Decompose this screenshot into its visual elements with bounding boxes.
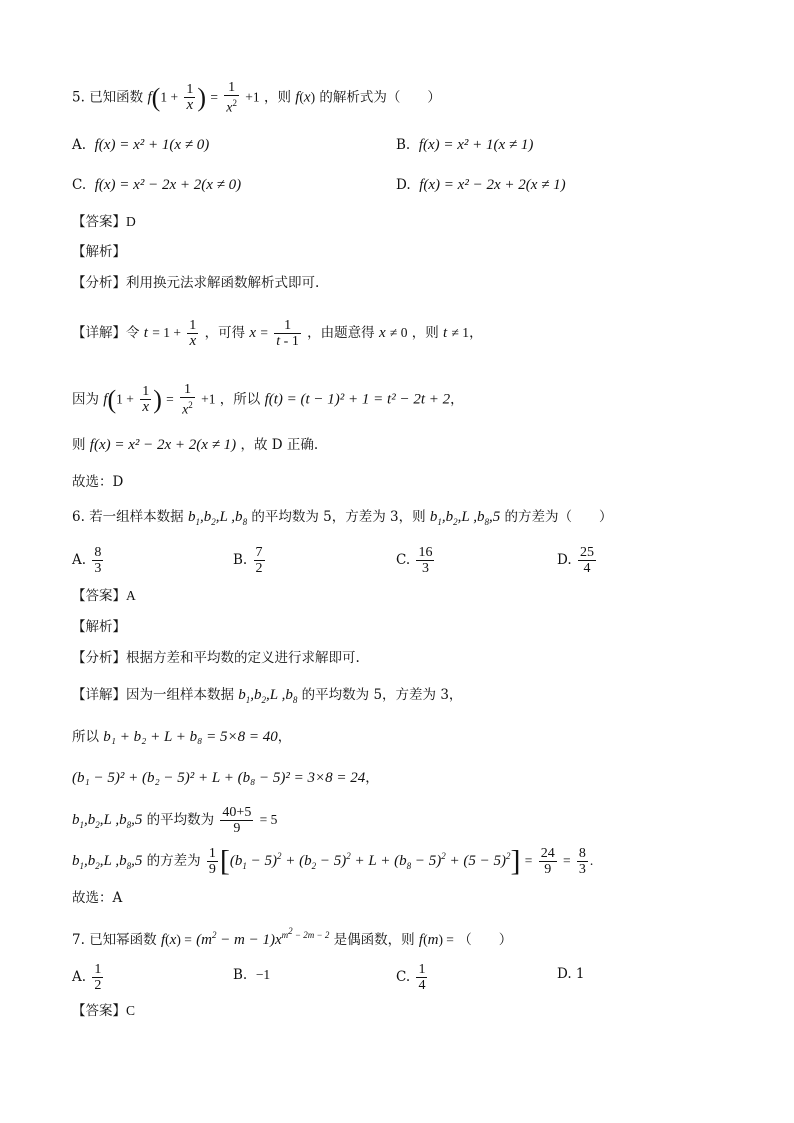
q5-jiexi: 【解析】	[72, 244, 126, 260]
q5-answer: 【答案】D	[72, 214, 136, 230]
fraction: $\frac{1}{2}$	[94, 962, 102, 993]
fraction: $\frac{40+5}{9}$	[222, 805, 252, 836]
q6-option-b: B. $\frac{7}{2}$	[233, 545, 263, 576]
q6-choose: 故选：A	[72, 890, 123, 906]
q7-answer: 【答案】C	[72, 1003, 136, 1019]
question-number: 7.	[72, 932, 85, 948]
fraction: $\frac{1}{x}$	[142, 384, 150, 416]
q5-detail-2: 因为 f(1 + $\frac{1}{x}$ ) = $\frac{1}{x^2}$ +1 ，所以 f(t) = (t − 1)² + 1 = t² − 2t + 2，	[72, 382, 464, 418]
question-number: 5.	[72, 89, 85, 106]
fraction: $\frac{8}{3}$	[94, 545, 102, 576]
fraction: $\frac{8}{3}$	[578, 846, 586, 877]
fraction: $\frac{1}{9}$	[208, 846, 216, 877]
q5-option-c: C. f(x) = x² − 2x + 2(x ≠ 0)	[72, 177, 242, 193]
q7-option-c: C. $\frac{1}{4}$	[396, 962, 426, 993]
q5-fenxi: 【分析】利用换元法求解函数解析式即可.	[72, 275, 320, 291]
q7-stem: 7. 已知幂函数 $f(x) = (m^2 - m - 1)x^{m^2 - 2m - 2}$ 是偶函数，则 f(m) = （ ）	[72, 926, 513, 948]
q6-detail-5: $b_1,b_2,L$ $,b_8,5$ 的方差为 $\frac{1}{9}$ $[(b_1 - 5)^2 + (b_2 - 5)^2 + L + (b_8 - 5)^2 + (5 - 5)^2]$ = $\frac{24}{9}$ = $\frac{8}{3}$ .	[72, 844, 594, 878]
q6-detail-1: 【详解】因为一组样本数据 $b_1,b_2,L$ $,b_8$ 的平均数为 5，方差为 3，	[72, 687, 463, 705]
question-number: 6.	[72, 509, 85, 525]
q7-option-b: B. −1	[233, 967, 271, 983]
q5-stem: 5. 已知函数 f(1 + $\frac{1}{x}$ ) = $\frac{1}{x^2}$ +1 ，则 f(x) 的解析式为（ ）	[72, 80, 441, 116]
q6-option-a: A. $\frac{8}{3}$	[72, 545, 102, 576]
q5-detail-3: 则 f(x) = x² − 2x + 2(x ≠ 1) ，故 D 正确.	[72, 437, 319, 453]
fraction: $\frac{1}{x^2}$	[226, 80, 237, 116]
q6-detail-3: (b₁ − 5)² + (b₂ − 5)² + L + (b₈ − 5)² = 3×8 = 24，	[72, 770, 379, 786]
q6-detail-4: $b_1,b_2,L$ $,b_8,5$ 的平均数为 $\frac{40+5}{9}$ = 5	[72, 805, 278, 836]
q5-option-a: A. f(x) = x² + 1(x ≠ 0)	[72, 137, 210, 153]
fraction: $\frac{25}{4}$	[579, 545, 594, 576]
fraction: $\frac{1}{x^2}$	[182, 382, 193, 418]
fraction: $\frac{1}{4}$	[418, 962, 426, 993]
q5-choose: 故选：D	[72, 474, 124, 490]
fraction: $\frac{7}{2}$	[255, 545, 263, 576]
fraction: $\frac{1}{x}$	[186, 82, 194, 114]
fraction: $\frac{24}{9}$	[540, 846, 555, 877]
q5-detail-1: 【详解】令 t = 1 + $\frac{1}{x}$ ，可得 x = $\frac{1}{t - 1}$ ，由题意得 x ≠ 0 ，则 t ≠ 1，	[72, 318, 483, 349]
q6-answer: 【答案】A	[72, 588, 136, 604]
q7-option-d: D. 1	[557, 966, 585, 982]
q7-option-a: A. $\frac{1}{2}$	[72, 962, 102, 993]
q6-option-d: D. $\frac{25}{4}$	[557, 545, 594, 576]
q6-detail-2: 所以 b₁ + b₂ + L + b₈ = 5×8 = 40，	[72, 729, 292, 745]
q6-stem: 6. 若一组样本数据 $b_1,b_2,L$ $,b_8$ 的平均数为 5，方差为 3，则 $b_1,b_2,L$ $,b_8,5$ 的方差为（ ）	[72, 509, 613, 527]
q6-fenxi: 【分析】根据方差和平均数的定义进行求解即可.	[72, 650, 360, 666]
fraction: $\frac{1}{x}$	[189, 318, 197, 349]
q5-option-d: D. f(x) = x² − 2x + 2(x ≠ 1)	[396, 177, 566, 193]
fraction: $\frac{16}{3}$	[418, 545, 433, 576]
q6-jiexi: 【解析】	[72, 619, 126, 635]
q5-option-b: B. f(x) = x² + 1(x ≠ 1)	[396, 137, 534, 153]
fraction: $\frac{1}{t - 1}$	[276, 318, 299, 349]
q6-option-c: C. $\frac{16}{3}$	[396, 545, 433, 576]
